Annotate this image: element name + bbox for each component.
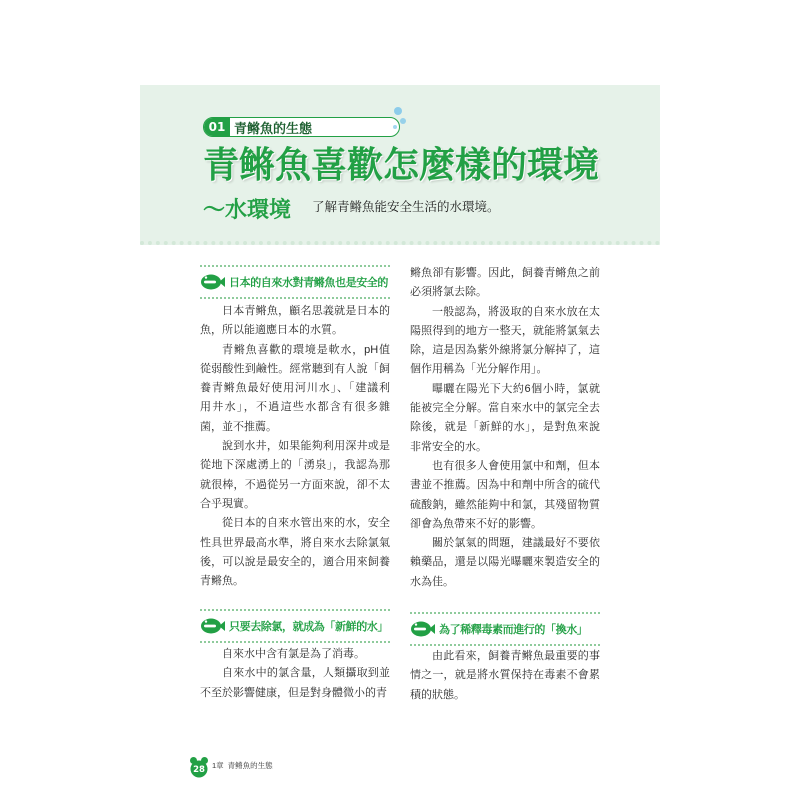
text-line: 合乎現實。 <box>200 497 255 510</box>
paragraph <box>410 457 600 534</box>
section-heading-fresh-water <box>200 609 390 643</box>
text-line: 從地下深處湧上的「湧泉」，我認為那 <box>200 459 390 472</box>
text-line: 從弱酸性到鹼性。經常聽到有人說「飼 <box>200 362 390 375</box>
text-line: 從日本的自來水管出來的水，安全 <box>222 517 390 530</box>
text-line: 鳉魚卻有影響。因此，飼養青鳉魚之前 <box>410 267 600 279</box>
paragraph <box>200 664 390 703</box>
text-line: 積的狀態。 <box>410 688 465 701</box>
paragraph <box>200 645 390 664</box>
section-heading-text: 只要去除氯，就成為「新鮮的水」 <box>229 621 388 633</box>
text-line: 一般認為，將汲取的自來水放在太 <box>432 305 600 318</box>
text-line: 書並不推薦。因為中和劑中所含的硫代 <box>410 479 600 492</box>
chapter-number: 01 <box>204 118 230 136</box>
text-line: 能被完全分解。當自來水中的氯完全去 <box>410 402 600 415</box>
section-heading-water-change <box>410 612 600 646</box>
text-line: 自來水中的氯含量，人類攝取到並 <box>222 667 390 680</box>
text-line: 卻會為魚帶來不好的影響。 <box>410 517 542 530</box>
text-line: 不至於影響健康，但是對身體微小的青 <box>200 686 387 699</box>
paragraph <box>410 380 600 457</box>
text-line: 青鳉魚喜歡的環境是軟水，pH值 <box>222 343 390 356</box>
text-line: 魚，所以能適應日本的水質。 <box>200 324 343 337</box>
page-number-badge <box>189 756 209 778</box>
text-line: 日本青鳉魚，顧名思義就是日本的 <box>222 305 390 317</box>
page-subtitle: ～水環境 <box>203 197 292 222</box>
text-line: 後，可以說是最安全的，適合用來飼養 <box>200 555 390 568</box>
text-line: 水為佳。 <box>410 575 454 588</box>
text-line: 由此看來，飼養青鳉魚最重要的事 <box>432 650 600 662</box>
text-line: 個作用稱為「光分解作用」。 <box>410 363 548 376</box>
key-point-badge-icon <box>200 617 226 635</box>
bubbles-icon <box>388 104 408 132</box>
section-heading-text: 為了稀釋毒素而進行的「換水」 <box>439 624 588 636</box>
paragraph <box>200 437 390 514</box>
key-point-badge-icon <box>410 620 436 638</box>
page-lead: 了解青鳉魚能安全生活的水環境。 <box>312 200 500 214</box>
text-line: 養青鳉魚最好使用河川水」、「建議利 <box>200 382 390 395</box>
footer-chapter: 1章 <box>212 761 224 770</box>
left-bottom-body <box>200 645 390 703</box>
text-line: 就很棒，不過從另一方面來說，卻不太 <box>200 478 390 491</box>
chapter-label: 青鳉魚的生態 <box>234 120 313 136</box>
left-column-body <box>200 302 390 591</box>
footer-chapter-title: 青鳉魚的生態 <box>227 761 273 770</box>
right-bottom-body <box>410 647 600 705</box>
text-line: 硫酸鈉，雖然能夠中和氯，其殘留物質 <box>410 498 600 511</box>
text-line: 自來水中含有氯是為了消毒。 <box>222 648 365 660</box>
text-line: 非常安全的水。 <box>410 440 487 453</box>
text-line: 賴藥品，還是以陽光曝曬來製造安全的 <box>410 556 600 569</box>
paragraph <box>410 647 600 705</box>
text-line: 說到水井，如果能夠利用深井或是 <box>222 440 390 453</box>
text-line: 性具世界最高水準，將自來水去除氯氣 <box>200 536 390 549</box>
text-line: 也有很多人會使用氯中和劑，但本 <box>432 459 600 472</box>
running-footer <box>212 761 273 771</box>
text-line: 曝曬在陽光下大約6個小時，氯就 <box>432 382 600 395</box>
section-heading-tap-water-safe <box>200 265 390 299</box>
text-line: 青鳉魚。 <box>200 575 244 588</box>
text-line: 關於氯氣的問題，建議最好不要依 <box>432 537 600 550</box>
paragraph <box>200 341 390 437</box>
paragraph <box>410 534 600 592</box>
paragraph <box>410 303 600 380</box>
text-line: 情之一，就是將水質保持在毒素不會累 <box>410 669 600 682</box>
text-line: 除，這是因為紫外線將氯分解掉了，這 <box>410 344 600 357</box>
text-line: 用井水」，不過這些水都含有很多雜 <box>200 401 390 414</box>
text-line: 菌，並不推薦。 <box>200 420 277 433</box>
key-point-badge-icon <box>200 273 226 291</box>
paragraph <box>200 514 390 591</box>
paragraph <box>410 264 600 303</box>
page-number: 28 <box>193 765 205 775</box>
paragraph <box>200 302 390 341</box>
text-line: 必須將氯去除。 <box>410 286 487 299</box>
section-heading-text: 日本的自來水對青鳉魚也是安全的 <box>229 277 388 289</box>
page-title: 青鳉魚喜歡怎麼樣的環境 <box>203 144 600 185</box>
chapter-tab <box>203 117 400 137</box>
text-line: 陽照得到的地方一整天，就能將氯氣去 <box>410 324 600 337</box>
right-column-body <box>410 264 600 592</box>
text-line: 除後，就是「新鮮的水」，是對魚來說 <box>410 421 600 434</box>
